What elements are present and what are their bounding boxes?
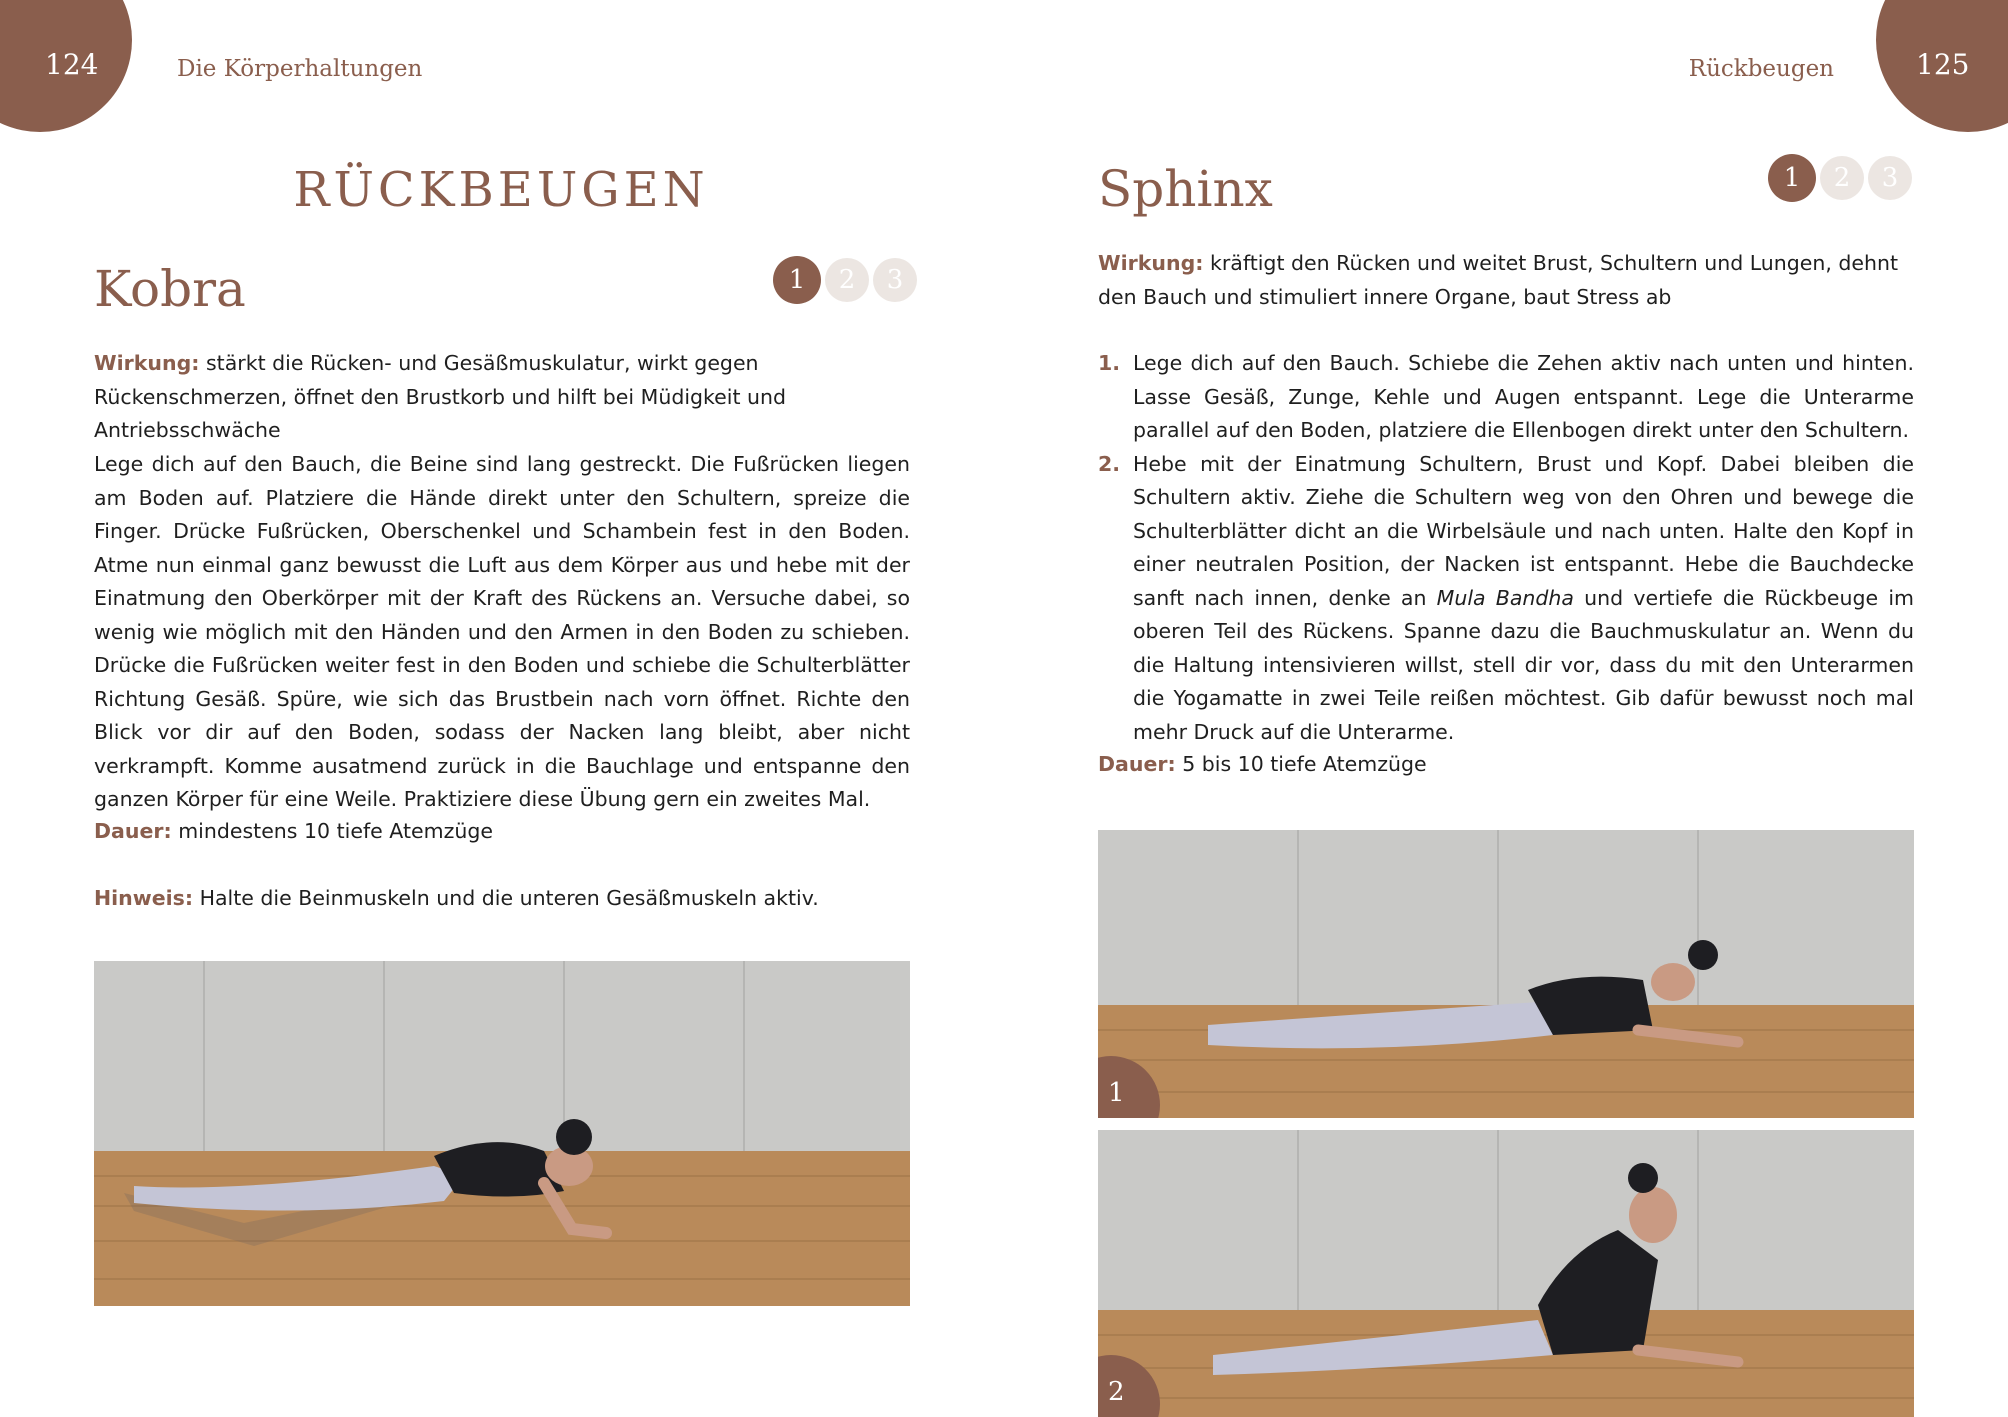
- step-text-after: und vertiefe die Rückbeuge im oberen Teil des Rückens. Spanne dazu die Bauchmuskulatur an. Wenn du die Haltung intensivieren willst, stell dir vor, dass du mit den Unterarmen die Yogamatte in zwei Teile reißen möchtest. Gib dafür bewusst noch mal mehr Druck auf die Unterarme.: [1133, 585, 1914, 744]
- sphinx-step-2-photo: [1098, 1130, 1914, 1417]
- step-text: Lege dich auf den Bauch. Schiebe die Zehen aktiv nach unten und hinten. Lasse Gesäß, Zunge, Kehle und Augen entspannt. Lege die Unterarme parallel auf den Boden, platziere die Ellenbogen direkt unter den Schultern.: [1133, 351, 1914, 442]
- step-number: 2.: [1098, 451, 1121, 476]
- right-page: [1004, 0, 2008, 1417]
- difficulty-levels: [1768, 156, 1912, 202]
- running-head: Die Körperhaltungen: [177, 56, 423, 82]
- level-3-badge: 3: [873, 258, 917, 302]
- duration-paragraph: [94, 815, 910, 849]
- step-number: 1.: [1098, 351, 1121, 375]
- instructions-text: Lege dich auf den Bauch, die Beine sind lang gestreckt. Die Fußrücken liegen am Boden auf. Platziere die Hände direkt unter den Schultern, spreize die Finger. Drücke Fußrücken, Oberschenkel und Schambein fest in den Boden. Atme nun einmal ganz bewusst die Luft aus dem Körper aus und hebe mit der Einatmung den Oberkörper mit der Kraft des Rückens an. Versuche dabei, so wenig wie möglich mit den Händen und den Armen in den Boden zu schieben. Drücke die Fußrücken weiter fest in den Boden und schiebe die Schulterblätter Richtung Gesäß. Spüre, wie sich das Brustbein nach vorn öffnet. Richte den Blick vor dir auf den Boden, sodass der Nacken lang bleibt, aber nicht verkrampft. Komme ausatmend zurück in die Bauchlage und entspanne den ganzen Körper für eine Weile. Praktiziere diese Übung gern ein zweites Mal.: [94, 452, 910, 811]
- running-head: Rückbeugen: [1688, 56, 1834, 82]
- sphinx-step-1-photo: [1098, 830, 1914, 1118]
- steps-list: [1098, 347, 1914, 749]
- duration-text: 5 bis 10 tiefe Atemzüge: [1182, 752, 1427, 776]
- duration-label: Dauer:: [94, 819, 172, 843]
- cobra-pose-photo: [94, 961, 910, 1306]
- effect-label: Wirkung:: [94, 351, 200, 375]
- duration-text: mindestens 10 tiefe Atemzüge: [178, 819, 493, 843]
- duration-label: Dauer:: [1098, 752, 1176, 776]
- pose-title: Sphinx: [1098, 160, 1273, 218]
- level-1-badge: 1: [1768, 154, 1816, 202]
- instructions-paragraph: [94, 448, 910, 817]
- level-1-badge: 1: [773, 256, 821, 304]
- duration-paragraph: [1098, 748, 1914, 782]
- difficulty-levels: [773, 258, 917, 304]
- page-number-badge: [0, 0, 132, 132]
- page-number: 125: [1916, 48, 1970, 81]
- level-2-badge: 2: [825, 258, 869, 302]
- step-text-before: Hebe mit der Einatmung Schultern, Brust und Kopf. Dabei bleiben die Schultern aktiv. Ziehe die Schultern weg von den Ohren und bewege die Schulterblätter dicht an die Wirbelsäule und nach unten. Halte den Kopf in einer neutralen Position, der Nacken ist entspannt. Hebe die Bauchdecke sanft nach innen, denke an: [1133, 451, 1914, 610]
- effect-text: stärkt die Rücken- und Gesäßmuskulatur, wirkt gegen Rückenschmerzen, öffnet den Brustkorb und hilft bei Müdigkeit und Antriebsschwäche: [94, 351, 787, 442]
- photo-step-label: 2: [1108, 1377, 1125, 1407]
- level-3-badge: 3: [1868, 156, 1912, 200]
- level-2-badge: 2: [1820, 156, 1864, 200]
- note-paragraph: [94, 882, 910, 916]
- effect-paragraph: [94, 347, 910, 448]
- step-item: [1098, 448, 1914, 750]
- section-title: RÜCKBEUGEN: [293, 162, 709, 218]
- page-number: 124: [45, 48, 99, 81]
- note-text: Halte die Beinmuskeln und die unteren Gesäßmuskeln aktiv.: [199, 886, 819, 910]
- pose-title: Kobra: [94, 260, 246, 318]
- effect-text: kräftigt den Rücken und weitet Brust, Schultern und Lungen, dehnt den Bauch und stimuliert innere Organe, baut Stress ab: [1098, 251, 1899, 309]
- page-number-badge: [1876, 0, 2008, 132]
- effect-label: Wirkung:: [1098, 251, 1204, 275]
- step-item: [1098, 347, 1914, 448]
- step-text-italic: Mula Bandha: [1436, 585, 1574, 610]
- note-label: Hinweis:: [94, 886, 194, 910]
- effect-paragraph: [1098, 247, 1914, 314]
- photo-step-label: 1: [1108, 1078, 1125, 1108]
